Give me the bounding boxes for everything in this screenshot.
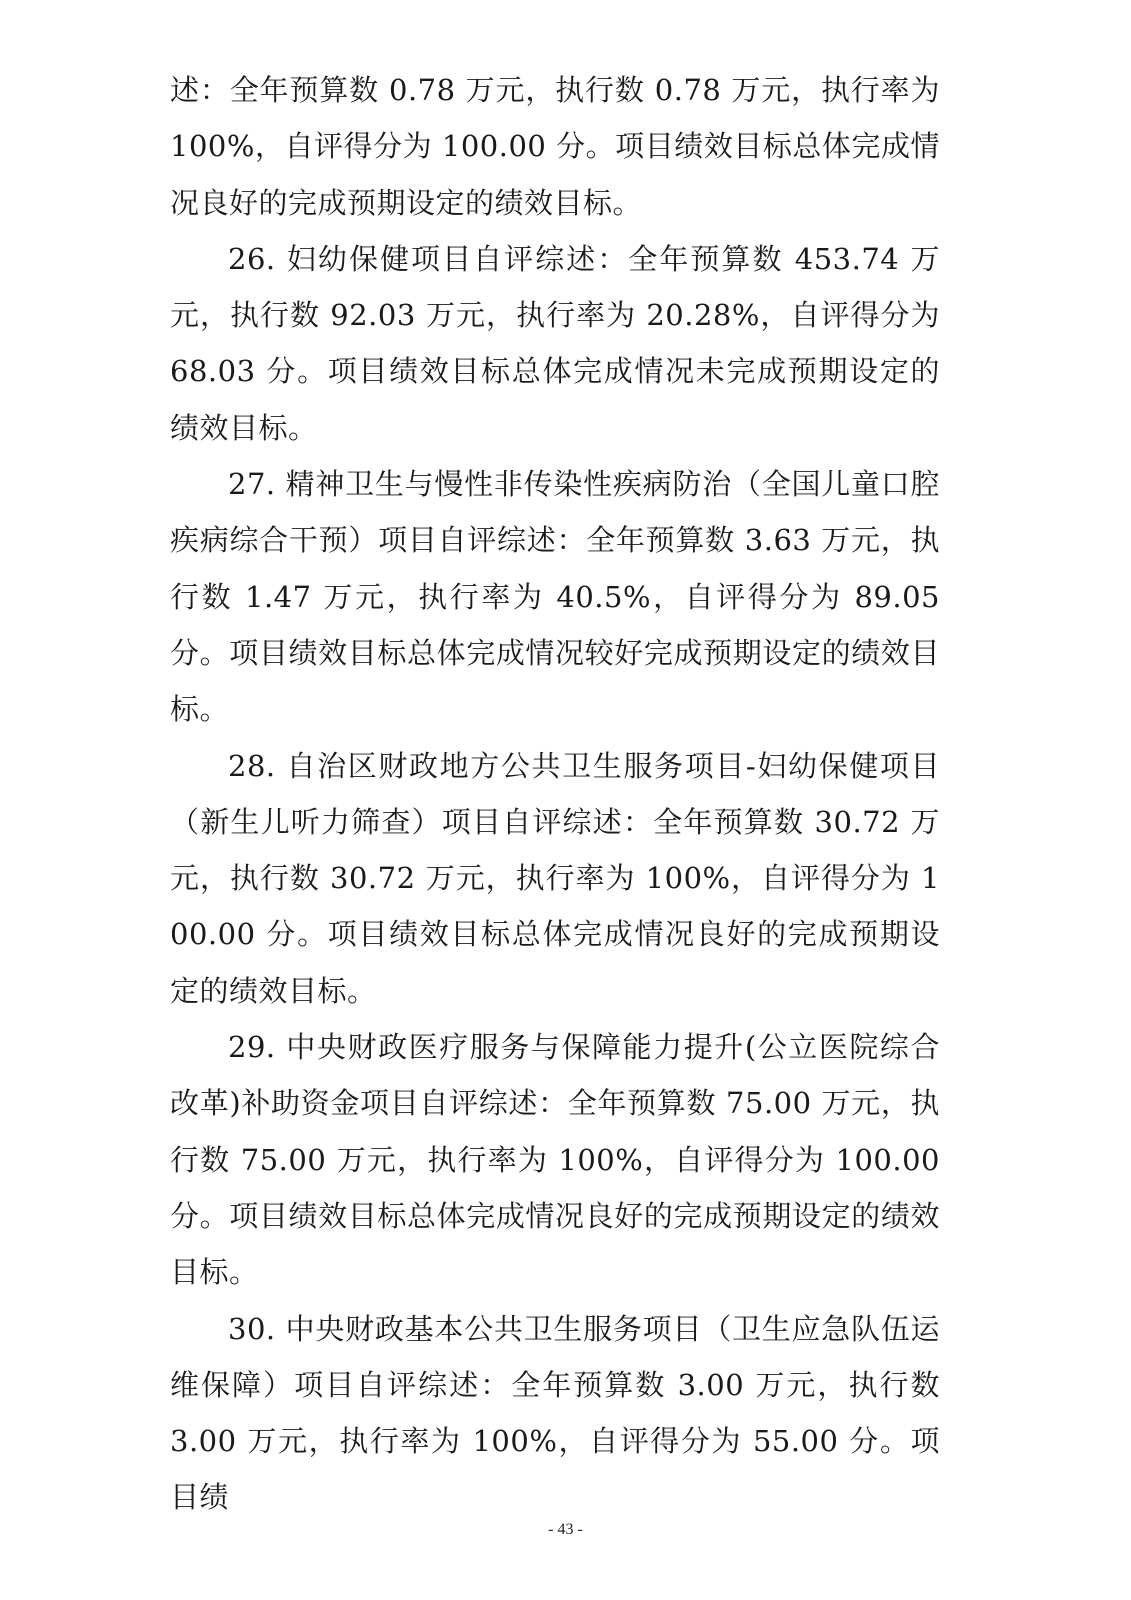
page-number: - 43 - [548, 1521, 583, 1538]
paragraph-item-27: 27. 精神卫生与慢性非传染性疾病防治（全国儿童口腔疾病综合干预）项目自评综述：全年预算数 3.63 万元，执行数 1.47 万元，执行率为 40.5%，自评得分为 89.05 分。项目绩效目标总体完成情况较好完成预期设定的绩效目标。 [170, 467, 940, 727]
page-body [170, 62, 940, 1526]
paragraph-item-30: 30. 中央财政基本公共卫生服务项目（卫生应急队伍运维保障）项目自评综述：全年预算数 3.00 万元，执行数 3.00 万元，执行率为 100%，自评得分为 55.00 分。项目绩 [170, 1311, 940, 1515]
paragraph-item-26: 26. 妇幼保健项目自评综述：全年预算数 453.74 万元，执行数 92.03 万元，执行率为 20.28%，自评得分为 68.03 分。项目绩效目标总体完成情况未完成预期设定的绩效目标。 [170, 241, 940, 445]
paragraph-item-29: 29. 中央财政医疗服务与保障能力提升(公立医院综合改革)补助资金项目自评综述：全年预算数 75.00 万元，执行数 75.00 万元，执行率为 100%，自评得分为 100.00 分。项目绩效目标总体完成情况良好的完成预期设定的绩效目标。 [170, 1030, 940, 1290]
paragraph-continuation: 述：全年预算数 0.78 万元，执行数 0.78 万元，执行率为 100%，自评得分为 100.00 分。项目绩效目标总体完成情况良好的完成预期设定的绩效目标。 [170, 73, 940, 220]
paragraph-item-28: 28. 自治区财政地方公共卫生服务项目-妇幼保健项目（新生儿听力筛查）项目自评综述：全年预算数 30.72 万元，执行数 30.72 万元，执行率为 100%，自评得分为 100.00 分。项目绩效目标总体完成情况良好的完成预期设定的绩效目标。 [170, 748, 940, 1008]
